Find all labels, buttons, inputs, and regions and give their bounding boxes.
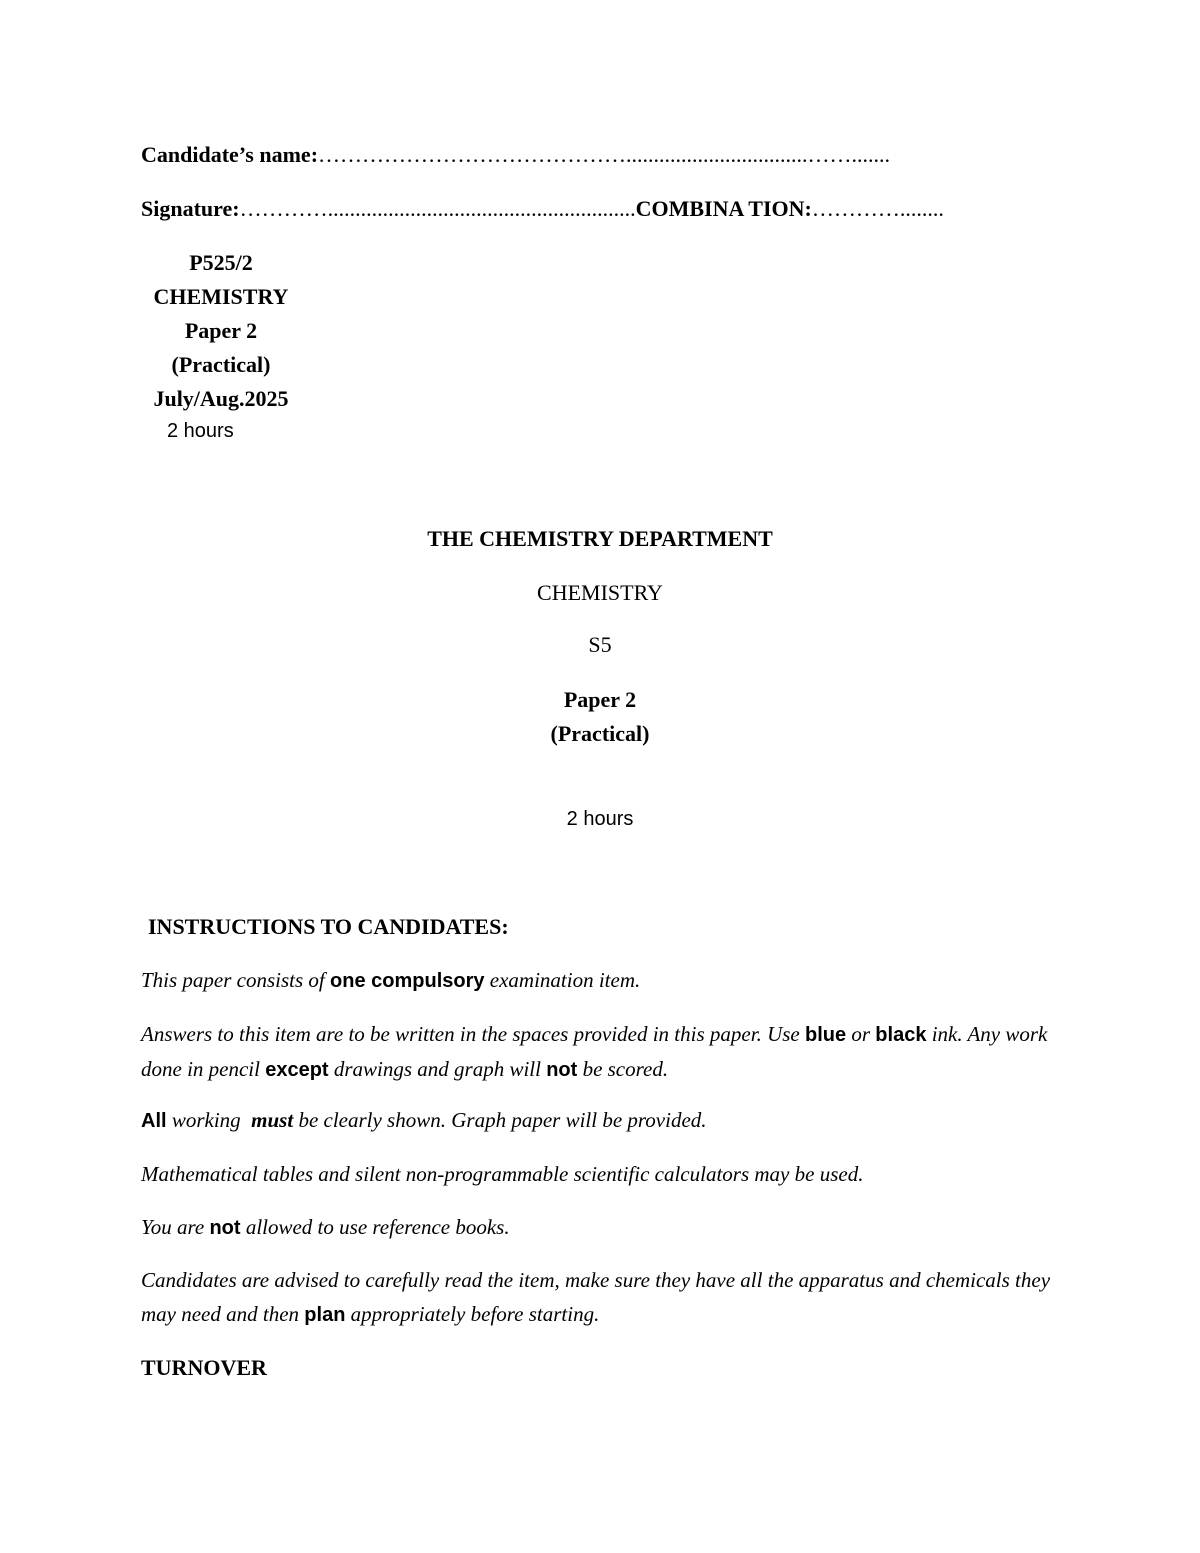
p3-all: All: [141, 1110, 167, 1132]
paper-title: Paper 2: [563, 687, 637, 712]
signature-label: Signature:: [141, 196, 240, 221]
p4-text: Mathematical tables and silent non-programmable scientific calculators may be used.: [141, 1162, 864, 1186]
p3-must: must: [251, 1108, 294, 1132]
class-title: S5: [588, 632, 612, 657]
subject-title: CHEMISTRY: [537, 580, 663, 605]
instructions-heading: INSTRUCTIONS TO CANDIDATES:: [148, 914, 509, 939]
p2-text-e: ink. Any work done in pencil: [141, 1022, 1048, 1081]
department-title: THE CHEMISTRY DEPARTMENT: [427, 526, 773, 551]
p2-text-a: Answers to this item are to be written in the spaces provided in this paper. Use: [141, 1022, 805, 1046]
candidate-name-label: Candidate’s name:: [141, 142, 319, 167]
paper-duration: 2 hours: [167, 420, 234, 442]
signature-line: [141, 196, 944, 222]
combination-field[interactable]: …………........: [811, 196, 944, 221]
paper-code: P525/2: [189, 250, 253, 275]
p6-text-a: Candidates are advised to carefully read the item, make sure they have all the apparatus and chemicals they may need and then: [141, 1268, 1051, 1326]
p2-black: black: [875, 1024, 927, 1046]
p5-text-a: You are: [141, 1215, 210, 1239]
p6-plan: plan: [304, 1304, 346, 1326]
p1-emphasis: one compulsory: [330, 970, 485, 992]
signature-field[interactable]: …………........................................................: [239, 196, 636, 221]
p2-text-i: be scored.: [577, 1057, 669, 1081]
paper-session: July/Aug.2025: [153, 386, 289, 411]
paper-subject: CHEMISTRY: [153, 284, 289, 309]
p5-text-c: allowed to use reference books.: [240, 1215, 510, 1239]
p3-text-b: working: [166, 1108, 252, 1132]
paper-type: (Practical): [171, 352, 271, 377]
p2-not: not: [546, 1059, 578, 1081]
p2-except: except: [265, 1059, 329, 1081]
instruction-paragraph-4: [141, 1157, 1066, 1191]
instruction-paragraph-5: [141, 1210, 1066, 1245]
p5-not: not: [209, 1217, 241, 1239]
instruction-paragraph-2: [141, 1017, 1066, 1087]
p3-text-d: be clearly shown. Graph paper will be provided.: [293, 1108, 707, 1132]
p1-text-a: This paper consists of: [141, 968, 331, 992]
p1-text-c: examination item.: [484, 968, 641, 992]
paper-number: Paper 2: [184, 318, 258, 343]
candidate-name-line: [141, 142, 890, 168]
turnover-label: TURNOVER: [141, 1355, 267, 1380]
paper-type-title: (Practical): [550, 721, 650, 746]
instruction-paragraph-3: [141, 1103, 1066, 1138]
p6-text-c: appropriately before starting.: [345, 1302, 600, 1326]
instruction-paragraph-6: [141, 1263, 1066, 1332]
instruction-paragraph-1: [141, 963, 1066, 998]
candidate-name-field[interactable]: …………………………………….................................…….......: [318, 142, 891, 167]
duration-title: 2 hours: [566, 808, 634, 830]
p2-text-g: drawings and graph will: [328, 1057, 547, 1081]
p2-blue: blue: [804, 1024, 847, 1046]
p2-text-c: or: [846, 1022, 876, 1046]
combination-label: COMBINA TION:: [635, 196, 812, 221]
